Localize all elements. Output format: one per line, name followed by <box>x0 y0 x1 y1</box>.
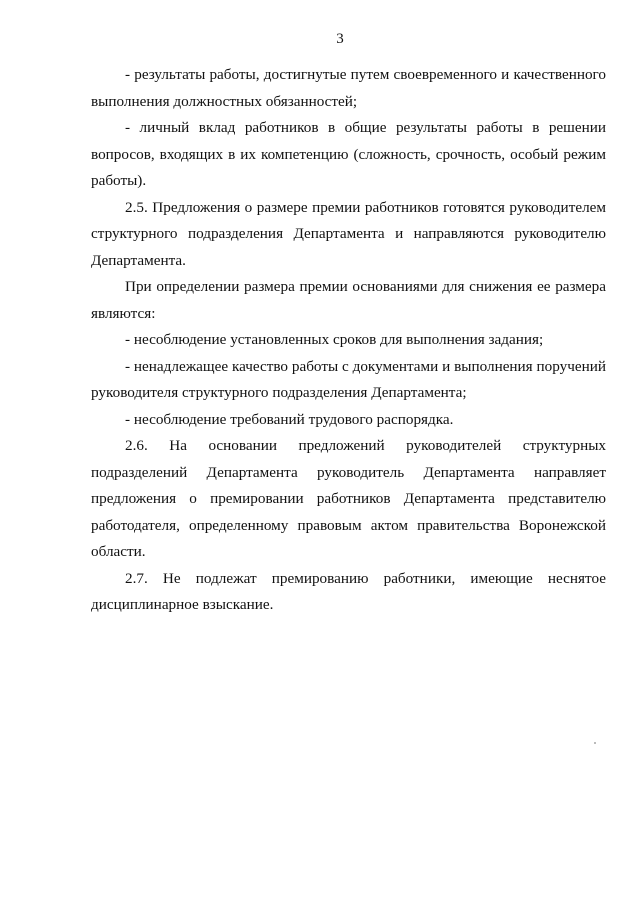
page-number: 3 <box>336 31 344 47</box>
paragraph-personal-contribution: - личный вклад работников в общие результаты работы в решении вопросов, входящих в их компетенцию (сложность, срочность, особый режим работы). <box>91 119 606 189</box>
paragraph-2-6: 2.6. На основании предложений руководителей структурных подразделений Департамента руководитель Департамента направляет предложения о премировании работников Департамента представителю работодателя, определенному правовым актом правительства Воронежской области. <box>91 437 606 560</box>
paragraph-2-5: 2.5. Предложения о размере премии работников готовятся руководителем структурного подразделения Департамента и направляются руководителю Департамента. <box>91 198 606 269</box>
document-body <box>91 62 606 619</box>
paragraph-reduction-grounds: При определении размера премии основаниями для снижения ее размера являются: <box>91 278 606 322</box>
scan-speck <box>594 742 596 744</box>
paragraph-2-7: 2.7. Не подлежат премированию работники, имеющие неснятое дисциплинарное взыскание. <box>91 569 606 613</box>
paragraph-deadlines: - несоблюдение установленных сроков для выполнения задания; <box>125 331 544 348</box>
paragraph-results: - результаты работы, достигнутые путем своевременного и качественного выполнения должностных обязанностей; <box>91 66 606 110</box>
paragraph-quality: - ненадлежащее качество работы с документами и выполнения поручений руководителя структурного подразделения Департамента; <box>91 357 606 401</box>
paragraph-discipline: - несоблюдение требований трудового распорядка. <box>125 410 454 428</box>
